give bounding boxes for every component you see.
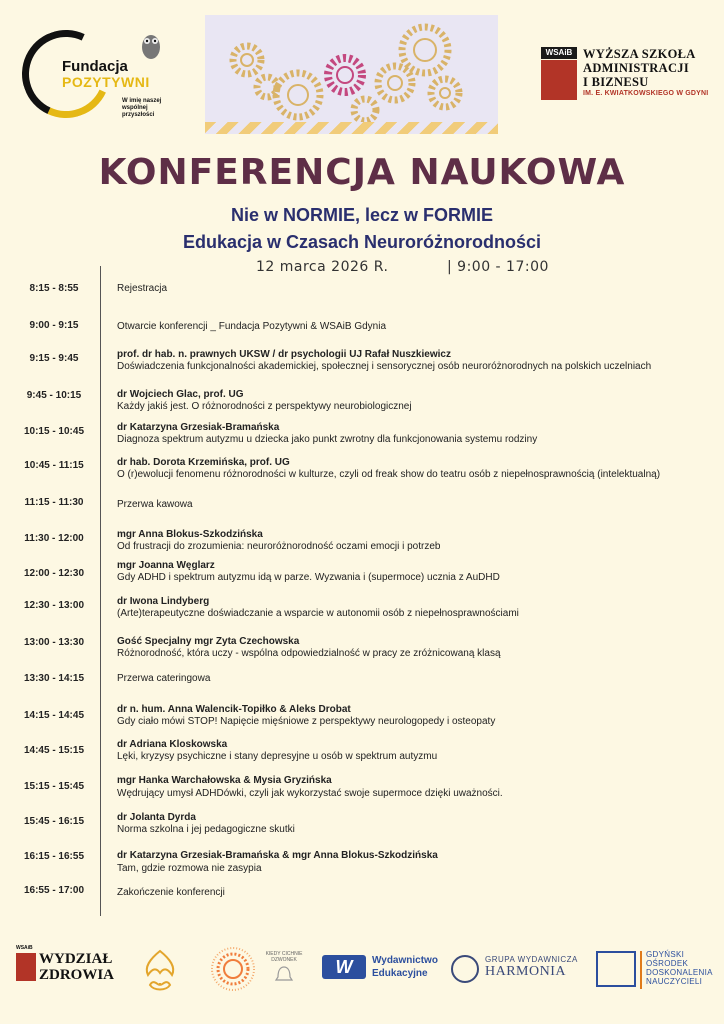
row-speaker: dr Iwona Lindyberg <box>117 596 210 607</box>
schedule-divider <box>100 266 101 916</box>
wsaib-line1: WYŻSZA SZKOŁA <box>583 47 696 61</box>
row-speaker: dr Katarzyna Grzesiak-Bramańska & mgr Anna Blokus-Szkodzińska <box>117 850 438 861</box>
wsaib-logo <box>541 47 711 107</box>
harmonia-line1: GRUPA WYDAWNICZA <box>485 955 578 964</box>
bell-icon <box>274 965 294 985</box>
wydzial-line1: WYDZIAŁ <box>39 951 113 967</box>
sun-logo <box>210 945 264 995</box>
wsaib-mark-icon <box>541 60 577 100</box>
subtitle-1: Nie w NORMIE, lecz w FORMIE <box>230 205 494 225</box>
wsaib-line3: I BIZNESU <box>583 75 649 89</box>
row-speaker: mgr Hanka Warchałowska & Mysia Gryzińska <box>117 775 332 786</box>
godn-divider <box>640 951 642 989</box>
phoenix-icon <box>136 945 184 995</box>
godn-line4: NAUCZYCIELI <box>646 977 703 986</box>
row-topic: Przerwa kawowa <box>117 499 193 510</box>
row-topic: Diagnoza spektrum autyzmu u dziecka jako punkt zwrotny dla funkcjonowania systemu rodziny <box>117 434 538 445</box>
harmonia-emblem-icon <box>451 955 479 983</box>
godn-logo <box>596 945 716 995</box>
event-date: 12 marca 2026 R. <box>256 259 389 275</box>
row-time: 10:15 - 10:45 <box>23 426 85 437</box>
godn-line2: OŚRODEK <box>646 959 689 968</box>
row-speaker: dr Katarzyna Grzesiak-Bramańska <box>117 422 280 433</box>
row-time: 11:15 - 11:30 <box>24 497 84 508</box>
row-time: 11:30 - 12:00 <box>24 533 84 544</box>
godn-line3: DOSKONALENIA <box>646 968 713 977</box>
row-time: 13:00 - 13:30 <box>23 637 85 648</box>
wydawnictwo-line2: Edukacyjne <box>372 968 428 979</box>
row-speaker: dr n. hum. Anna Walencik-Topiłko & Aleks Drobat <box>117 704 351 715</box>
row-topic: Gdy ciało mówi STOP! Napięcie mięśniowe z perspektywy neurologopedy i osteopaty <box>117 716 496 727</box>
row-topic: Tam, gdzie rozmowa nie zasypia <box>117 863 262 874</box>
harmonia-logo <box>451 945 581 995</box>
logo-tagline: W imię naszej wspólnej przyszłości <box>122 98 162 118</box>
row-topic: Otwarcie konferencji _ Fundacja Pozytywni & WSAiB Gdynia <box>117 321 386 332</box>
row-topic: O (r)ewolucji fenomenu różnorodności w kulturze, czyli od freak show do teatru osób z niepełnosprawnością (intelektualną) <box>117 469 661 480</box>
row-time: 13:30 - 14:15 <box>23 673 85 684</box>
row-topic: Każdy jakiś jest. O różnorodności z perspektywy neurobiologicznej <box>117 401 412 412</box>
wydawnictwo-line1: Wydawnictwo <box>372 955 438 966</box>
row-speaker: dr Jolanta Dyrda <box>117 812 196 823</box>
gears-icon <box>205 15 498 134</box>
wsaib-line2: ADMINISTRACJI <box>583 61 689 75</box>
row-speaker: dr Adriana Kloskowska <box>117 739 228 750</box>
wsaib-small-mark-icon <box>16 953 36 981</box>
logo-name-line1: Fundacja <box>62 58 128 75</box>
wsaib-line4: IM. E. KWIATKOWSKIEGO W GDYNI <box>583 90 709 97</box>
godn-emblem-icon <box>596 951 636 987</box>
wydzial-line2: ZDROWIA <box>39 967 115 983</box>
kiedy-cichnie-dzwonek-logo <box>260 945 308 995</box>
row-time: 9:45 - 10:15 <box>26 390 82 401</box>
subtitle-2: Edukacja w Czasach Neuroróżnorodności <box>182 232 542 252</box>
row-speaker: prof. dr hab. n. prawnych UKSW / dr psychologii UJ Rafał Nuszkiewicz <box>117 349 451 360</box>
kiedy-cichnie-text: KIEDY CICHNIE DZWONEK <box>265 951 303 963</box>
row-time: 14:15 - 14:45 <box>23 710 85 721</box>
logo-name-line2: POZYTYWNI <box>62 74 150 90</box>
wsaib-badge: WSAiB <box>541 47 577 59</box>
wsaib-small-badge: WSAiB <box>16 945 33 951</box>
row-topic: Rejestracja <box>117 283 168 294</box>
row-time: 9:00 - 9:15 <box>29 320 79 331</box>
row-topic: Wędrujący umysł ADHDówki, czyli jak wykorzystać swoje supermoce dzięki uważności. <box>117 788 503 799</box>
row-time: 12:00 - 12:30 <box>23 568 85 579</box>
row-speaker: dr hab. Dorota Krzemińska, prof. UG <box>117 457 290 468</box>
row-time: 10:45 - 11:15 <box>24 460 84 471</box>
stripes-decoration <box>205 122 498 134</box>
owl-icon <box>138 28 164 60</box>
gears-illustration <box>205 15 498 134</box>
wydzial-zdrowia-logo <box>16 945 120 995</box>
row-topic: Zakończenie konferencji <box>117 887 225 898</box>
we-logo-icon: W <box>322 955 366 979</box>
row-time: 9:15 - 9:45 <box>29 353 79 364</box>
row-time: 16:15 - 16:55 <box>23 851 85 862</box>
page-title: KONFERENCJA NAUKOWA <box>98 152 626 193</box>
fundacja-pozytywni-logo <box>22 28 162 123</box>
row-topic: Przerwa cateringowa <box>117 673 211 684</box>
row-time: 15:45 - 16:15 <box>23 816 85 827</box>
row-speaker: Gość Specjalny mgr Zyta Czechowska <box>117 636 300 647</box>
row-topic: Doświadczenia funkcjonalności akademickiej, społecznej i sensorycznej osób neuroróżnorodnych na polskich uczelniach <box>117 361 652 372</box>
row-time: 15:15 - 15:45 <box>23 781 85 792</box>
event-hours: | 9:00 - 17:00 <box>447 259 549 275</box>
row-time: 14:45 - 15:15 <box>23 745 85 756</box>
wydawnictwo-edukacyjne-logo <box>322 945 442 995</box>
row-speaker: mgr Joanna Węglarz <box>117 560 215 571</box>
row-topic: Różnorodność, która uczy - wspólna odpowiedzialność w pracy ze zróżnicowaną klasą <box>117 648 501 659</box>
row-speaker: dr Wojciech Glac, prof. UG <box>117 389 244 400</box>
row-time: 12:30 - 13:00 <box>23 600 85 611</box>
godn-line1: GDYŃSKI <box>646 950 685 959</box>
sun-icon <box>210 945 256 995</box>
row-topic: Lęki, kryzysy psychiczne i stany depresyjne u osób w spektrum autyzmu <box>117 751 438 762</box>
row-time: 8:15 - 8:55 <box>29 283 79 294</box>
row-time: 16:55 - 17:00 <box>23 885 85 896</box>
harmonia-line2: HARMONIA <box>485 964 566 979</box>
row-topic: Od frustracji do zrozumienia: neuroróżnorodność oczami emocji i potrzeb <box>117 541 441 552</box>
row-topic: Norma szkolna i jej pedagogiczne skutki <box>117 824 295 835</box>
phoenix-logo <box>136 945 184 995</box>
row-topic: Gdy ADHD i spektrum autyzmu idą w parze. Wyzwania i (supermoce) ucznia z AuDHD <box>117 572 500 583</box>
row-topic: (Arte)terapeutyczne doświadczanie a wsparcie w autonomii osób z niepełnosprawnościami <box>117 608 519 619</box>
row-speaker: mgr Anna Blokus-Szkodzińska <box>117 529 263 540</box>
